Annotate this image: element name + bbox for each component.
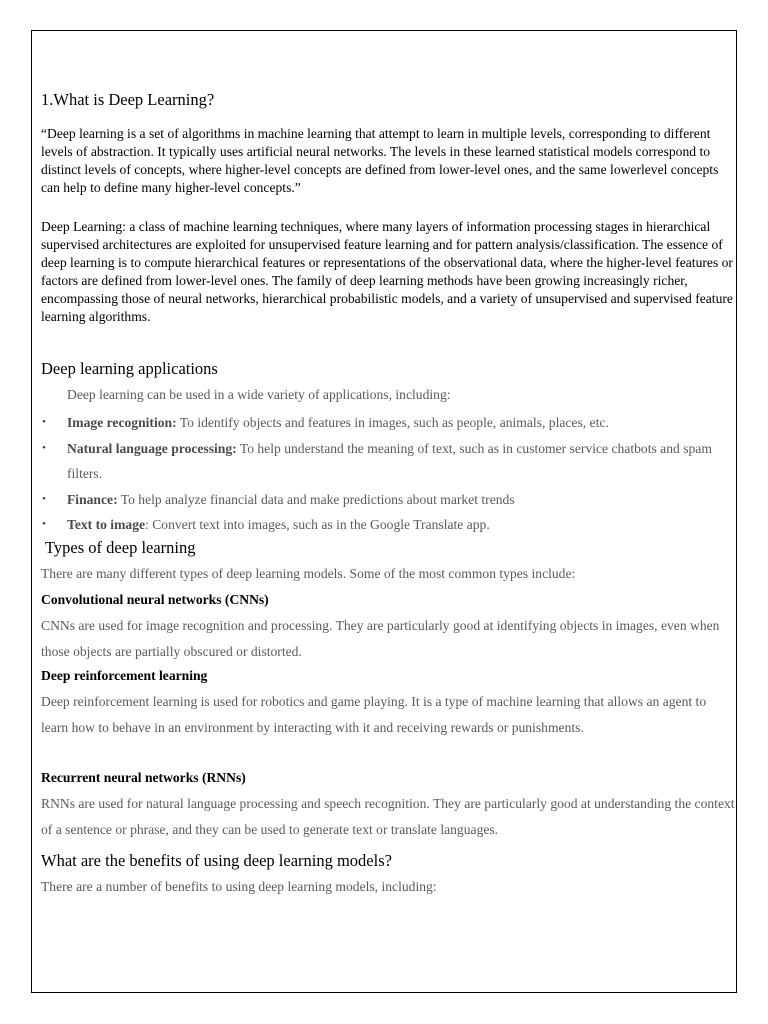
type-title: Deep reinforcement learning	[41, 668, 208, 683]
list-item	[41, 512, 731, 538]
application-text: To identify objects and features in images, such as people, animals, places, etc.	[176, 415, 609, 430]
type-description: CNNs are used for image recognition and processing. They are particularly good at identifying objects in images, even when those objects are partially obscured or distorted.	[41, 618, 720, 659]
heading-benefits: What are the benefits of using deep learning models?	[41, 851, 392, 870]
heading-types: Types of deep learning	[45, 538, 196, 557]
definition-paragraph: Deep Learning: a class of machine learning techniques, where many layers of information processing stages in hierarchical supervised architectures are exploited for unsupervised feature learning and for pattern analysis/classification. The essence of deep learning is to compute hierarchical features or representations of the observational data, where the higher-level features or factors are defined from lower-level ones. The family of deep learning methods have been growing increasingly richer, encompassing those of neural networks, hierarchical probabilistic models, and a variety of unsupervised and supervised feature learning algorithms.	[41, 219, 733, 325]
bullet-icon: •	[42, 492, 46, 505]
list-item	[41, 487, 731, 513]
application-text: : Convert text into images, such as in the Google Translate app.	[145, 517, 490, 532]
benefits-intro: There are a number of benefits to using deep learning models, including:	[41, 879, 437, 894]
type-title: Convolutional neural networks (CNNs)	[41, 592, 269, 607]
list-item	[41, 436, 731, 487]
heading-what-is-deep-learning: 1.What is Deep Learning?	[41, 90, 215, 109]
bullet-icon: •	[42, 416, 46, 428]
type-title: Recurrent neural networks (RNNs)	[41, 770, 246, 785]
application-term: Text to image	[67, 517, 146, 532]
list-item	[41, 410, 731, 436]
application-term: Image recognition:	[67, 415, 177, 430]
type-block-cnn	[41, 590, 735, 664]
document-page	[31, 30, 737, 993]
applications-intro: Deep learning can be used in a wide variety of applications, including:	[67, 387, 451, 402]
type-block-rnn	[41, 768, 735, 842]
heading-applications: Deep learning applications	[41, 359, 218, 378]
bullet-icon: •	[42, 441, 46, 454]
type-description: RNNs are used for natural language processing and speech recognition. They are particularly good at understanding the context of a sentence or phrase, and they can be used to generate text or translate languages.	[41, 796, 735, 837]
type-block-reinforcement	[41, 666, 735, 740]
bullet-icon: •	[42, 518, 46, 530]
application-text: To help analyze financial data and make predictions about market trends	[117, 491, 515, 507]
types-intro: There are many different types of deep learning models. Some of the most common types include:	[41, 566, 576, 581]
type-description: Deep reinforcement learning is used for robotics and game playing. It is a type of machine learning that allows an agent to learn how to behave in an environment by interacting with it and receiving rewards or punishments.	[41, 694, 707, 735]
quote-paragraph: “Deep learning is a set of algorithms in machine learning that attempt to learn in multiple levels, corresponding to different levels of abstraction. It typically uses artificial neural networks. The levels in these learned statistical models correspond to distinct levels of concepts, where higher-level concepts are defined from lower-level ones, and the same lowerlevel concepts can help to define many higher-level concepts.”	[41, 126, 719, 196]
applications-list	[41, 410, 731, 538]
application-text: To help understand the meaning of text, such as in customer service chatbots and spam filters.	[67, 440, 712, 481]
application-term: Finance:	[67, 491, 118, 507]
application-term: Natural language processing:	[67, 440, 237, 456]
